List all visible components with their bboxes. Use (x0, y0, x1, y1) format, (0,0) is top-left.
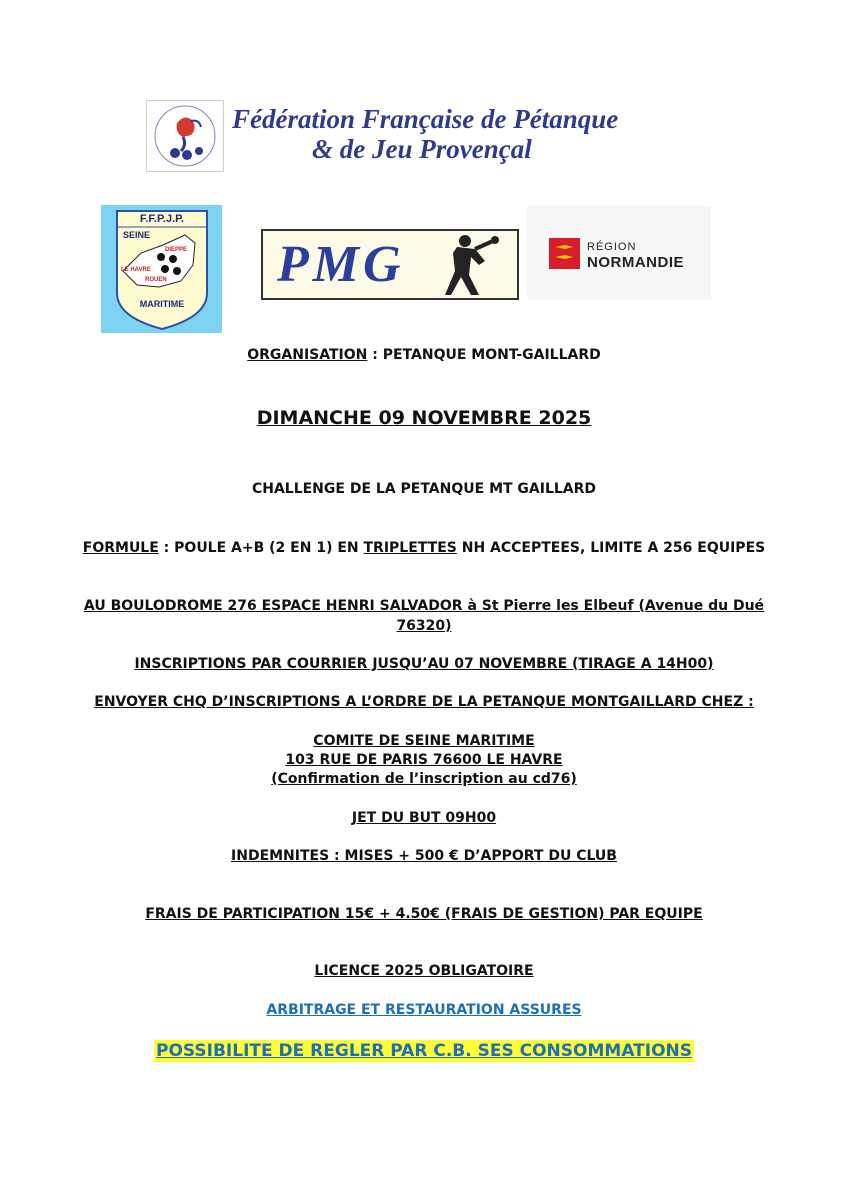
cb-payment-highlight: POSSIBILITE DE REGLER PAR C.B. SES CONSOMMATIONS (156, 1041, 692, 1061)
formule-part2: NH ACCEPTEES, LIMITE A 256 EQUIPES (456, 540, 766, 556)
comite-line: COMITE DE SEINE MARITIME (313, 733, 535, 749)
pmg-logo-text: PMG (277, 236, 405, 293)
frais-line: FRAIS DE PARTICIPATION 15€ + 4.50€ (FRAIS DE GESTION) PAR EQUIPE (145, 906, 703, 922)
arbitrage-line: ARBITRAGE ET RESTAURATION ASSURES (266, 1002, 582, 1018)
petanque-player-icon (435, 231, 515, 298)
ffpjp-emblem-logo (146, 100, 224, 172)
cd76-rouen-label: ROUEN (145, 277, 167, 283)
licence-line: LICENCE 2025 OBLIGATOIRE (314, 963, 534, 979)
organisation-label: ORGANISATION (247, 347, 368, 363)
inscriptions-line: INSCRIPTIONS PAR COURRIER JUSQU’AU 07 NOVEMBRE (TIRAGE A 14H00) (134, 656, 714, 672)
region-normandie-logo (527, 205, 711, 300)
federation-title-line1: Fédération Française de Pétanque (232, 104, 619, 134)
address-line: 103 RUE DE PARIS 76600 LE HAVRE (285, 752, 563, 768)
organisation-value: : PETANQUE MONT-GAILLARD (367, 347, 601, 363)
cd76-maritime-label: MARITIME (139, 299, 185, 309)
venue-line2: 76320) (396, 618, 452, 634)
formule-part1: POULE A+B (2 EN 1) EN (174, 540, 364, 556)
indemnites-line: INDEMNITES : MISES + 500 € D’APPORT DU CLUB (231, 848, 617, 864)
formule-label: FORMULE (82, 540, 159, 556)
normandie-flag-icon (549, 238, 580, 269)
cd76-ffpjp-label: F.F.P.J.P. (139, 213, 185, 225)
organisation-line (0, 347, 848, 363)
rooster-boules-icon (147, 101, 223, 171)
federation-title (232, 104, 712, 164)
envoyer-line: ENVOYER CHQ D’INSCRIPTIONS A L’ORDRE DE LA PETANQUE MONTGAILLARD CHEZ : (94, 694, 754, 710)
formule-triplettes: TRIPLETTES (363, 540, 457, 556)
cd76-seine-label: SEINE (123, 230, 151, 240)
cb-payment-line (0, 1041, 848, 1061)
federation-title-line2: & de Jeu Provençal (312, 134, 532, 164)
cd76-lehavre-label: LE HAVRE (121, 267, 151, 273)
cd76-dieppe-label: DIEPPE (165, 247, 188, 253)
confirmation-line: (Confirmation de l’inscription au cd76) (271, 771, 577, 787)
formule-separator: : (158, 540, 175, 556)
formule-line (0, 540, 848, 556)
region-label: RÉGION (587, 241, 637, 253)
normandie-label: NORMANDIE (587, 254, 684, 271)
pmg-logo (261, 229, 519, 300)
challenge-title: CHALLENGE DE LA PETANQUE MT GAILLARD (251, 481, 597, 497)
jet-du-but-line: JET DU BUT 09H00 (351, 810, 497, 826)
venue-line1: AU BOULODROME 276 ESPACE HENRI SALVADOR à St Pierre les Elbeuf (Avenue du Dué (83, 598, 765, 614)
event-date: DIMANCHE 09 NOVEMBRE 2025 (256, 407, 592, 429)
cd76-seine-maritime-logo (101, 205, 222, 333)
